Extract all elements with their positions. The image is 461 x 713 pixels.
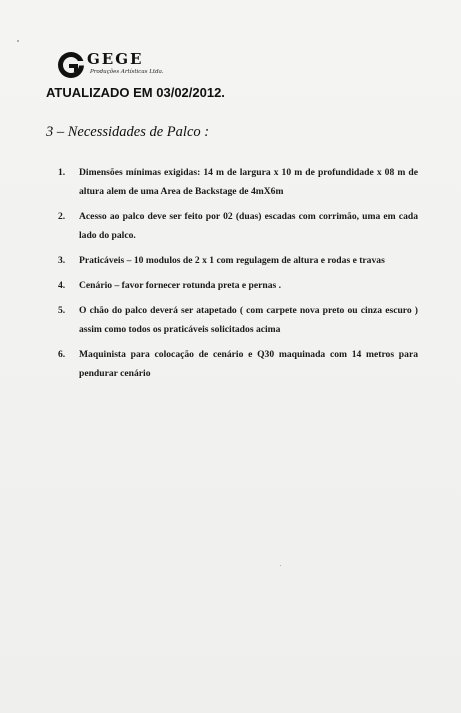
section-title: 3 – Necessidades de Palco :	[46, 124, 210, 140]
item-text: Maquinista para colocação de cenário e Q30 maquinada com 14 metros para pendurar cenário	[79, 349, 418, 379]
list-item	[58, 345, 418, 383]
list-item	[58, 251, 418, 270]
list-item	[58, 207, 418, 245]
item-text: O chão do palco deverá ser atapetado ( com carpete nova preto ou cinza escuro ) assim como todos os praticáveis solicitados acima	[79, 305, 418, 335]
scan-speck	[280, 565, 281, 566]
item-text: Praticáveis – 10 modulos de 2 x 1 com regulagem de altura e rodas e travas	[79, 255, 385, 266]
list-item	[58, 163, 418, 201]
item-number: 4.	[58, 280, 66, 291]
scan-speck	[17, 40, 19, 42]
item-text: Dimensões mínimas exigidas: 14 m de largura x 10 m de profundidade x 08 m de altura alem de uma Area de Backstage de 4mX6m	[79, 167, 418, 197]
requirements-list	[58, 163, 418, 389]
item-text: Acesso ao palco deve ser feito por 02 (duas) escadas com corrimão, uma em cada lado do palco.	[79, 211, 418, 241]
company-logo	[56, 50, 166, 86]
item-number: 1.	[58, 167, 66, 178]
item-number: 3.	[58, 255, 66, 266]
item-number: 5.	[58, 305, 66, 316]
logo-g-mark-icon	[56, 50, 86, 80]
logo-subtitle: Produções Artísticas Ltda.	[90, 69, 164, 75]
item-number: 2.	[58, 211, 66, 222]
list-item	[58, 276, 418, 295]
item-text: Cenário – favor fornecer rotunda preta e pernas .	[79, 280, 282, 291]
list-item	[58, 301, 418, 339]
logo-name: GEGE	[87, 50, 144, 68]
item-number: 6.	[58, 349, 66, 360]
updated-date: ATUALIZADO EM 03/02/2012.	[46, 85, 225, 100]
